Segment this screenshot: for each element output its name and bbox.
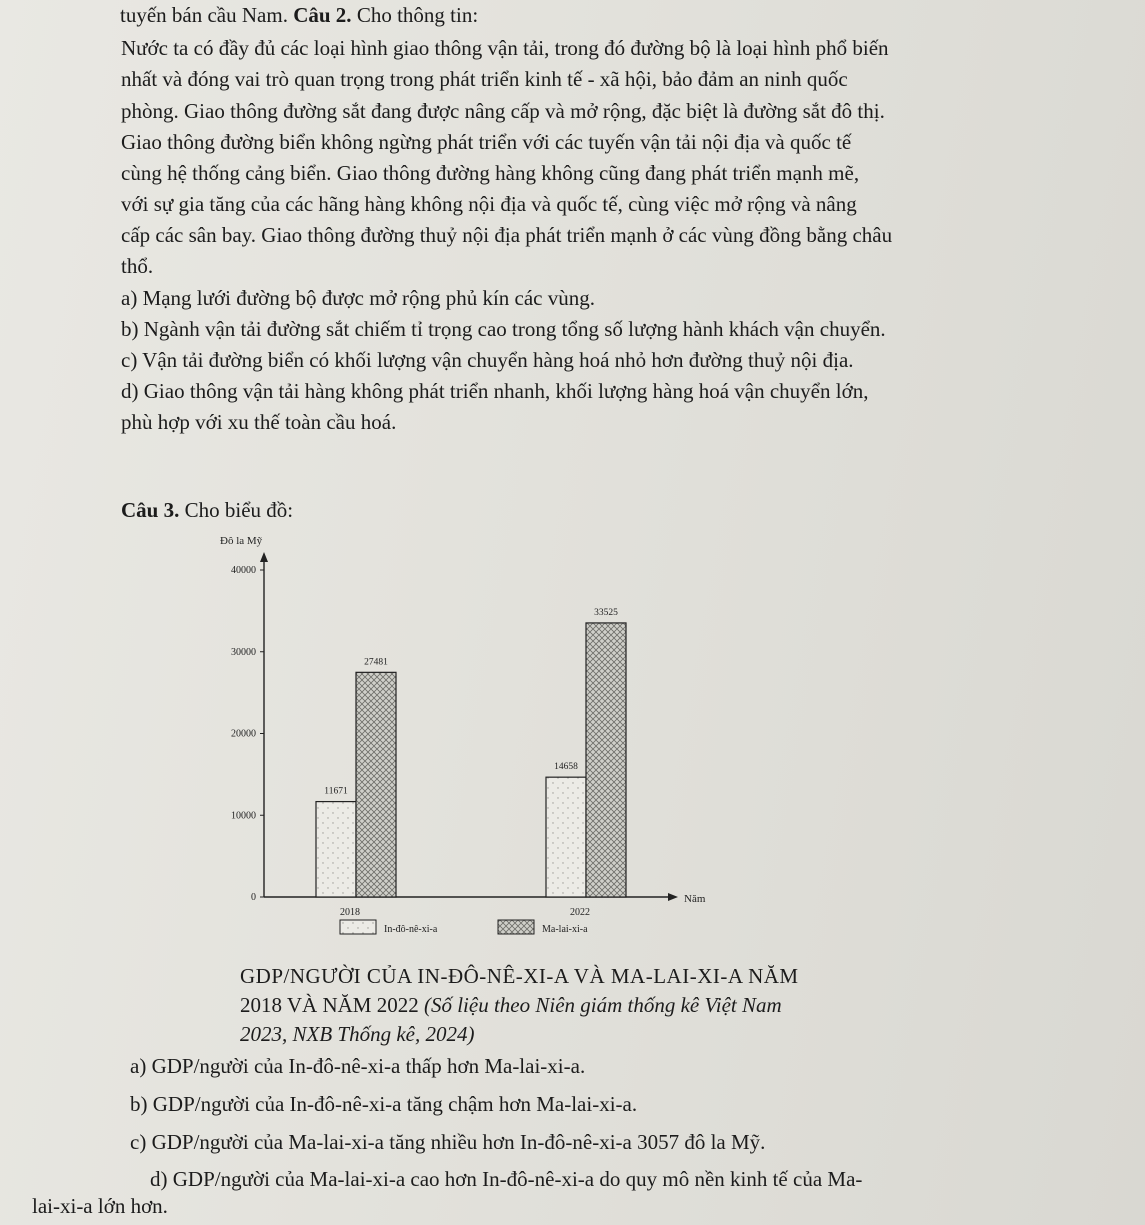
- y-tick-label: 0: [251, 892, 256, 903]
- bar-malaysia-2018: [356, 672, 396, 897]
- y-tick-label: 40000: [231, 565, 256, 576]
- data-label: 27481: [364, 657, 388, 668]
- y-tick-label: 30000: [231, 646, 256, 658]
- q3-option-b: b) GDP/người của In-đô-nê-xi-a tăng chậm hơn Ma-lai-xi-a.: [130, 1092, 638, 1116]
- q3-title: Câu 3.: [121, 498, 180, 522]
- y-tick-label: 20000: [231, 728, 256, 740]
- gdp-bar-chart: [200, 530, 740, 950]
- q2-option-b: b) Ngành vận tải đường sắt chiếm tỉ trọng cao trong tổng số lượng hành khách vận chuyển.: [121, 317, 886, 341]
- bar-malaysia-2022: [586, 623, 626, 897]
- q2-paragraph-line: cùng hệ thống cảng biển. Giao thông đường hàng không cũng đang phát triển mạnh mẽ,: [121, 161, 860, 185]
- q3-heading-line: [121, 497, 293, 523]
- q2-paragraph-line: với sự gia tăng của các hãng hàng không nội địa và quốc tế, cùng việc mở rộng và nâng: [121, 192, 857, 216]
- q2-title: Câu 2.: [293, 3, 352, 27]
- chart-caption-line-3: 2023, NXB Thống kê, 2024): [240, 1022, 475, 1046]
- y-axis-label: Đô la Mỹ: [220, 535, 263, 547]
- y-axis-arrow: [260, 552, 268, 562]
- x-tick-label: 2018: [340, 907, 360, 918]
- chart-caption-line-2: [240, 991, 782, 1019]
- q2-paragraph-line: cấp các sân bay. Giao thông đường thuỷ nội địa phát triển mạnh ở các vùng đồng bằng châu: [121, 223, 893, 247]
- x-axis-arrow: [668, 893, 678, 901]
- legend-swatch-malaysia: [498, 920, 534, 934]
- bar-indonesia-2022: [546, 777, 586, 897]
- q3-option-d-continued: lai-xi-a lớn hơn.: [32, 1194, 168, 1218]
- q2-paragraph-line: nhất và đóng vai trò quan trọng trong phát triển kinh tế - xã hội, bảo đảm an ninh quốc: [121, 67, 848, 91]
- q3-option-d: d) GDP/người của Ma-lai-xi-a cao hơn In-đô-nê-xi-a do quy mô nền kinh tế của Ma-: [150, 1167, 863, 1191]
- q2-option-c: c) Vận tải đường biển có khối lượng vận chuyển hàng hoá nhỏ hơn đường thuỷ nội địa.: [121, 348, 854, 372]
- data-label: 11671: [324, 786, 348, 797]
- q3-option-a: a) GDP/người của In-đô-nê-xi-a thấp hơn Ma-lai-xi-a.: [130, 1054, 586, 1078]
- q2-paragraph-line: Giao thông đường biển không ngừng phát triển với các tuyến vận tải nội địa và quốc tế: [121, 130, 852, 154]
- lead-text: tuyến bán cầu Nam.: [120, 3, 288, 27]
- q2-paragraph-line: Nước ta có đầy đủ các loại hình giao thông vận tải, trong đó đường bộ là loại hình phổ biến: [121, 36, 889, 60]
- q2-heading-line: [120, 2, 478, 28]
- data-label: 33525: [594, 607, 618, 618]
- q3-option-c: c) GDP/người của Ma-lai-xi-a tăng nhiều hơn In-đô-nê-xi-a 3057 đô la Mỹ.: [130, 1130, 766, 1154]
- q2-option-d-continued: phù hợp với xu thế toàn cầu hoá.: [121, 410, 397, 434]
- data-label: 14658: [554, 762, 578, 773]
- q2-paragraph-line: thổ.: [121, 254, 154, 278]
- bar-indonesia-2018: [316, 802, 356, 897]
- q2-paragraph-line: phòng. Giao thông đường sắt đang được nâng cấp và mở rộng, đặc biệt là đường sắt đô thị.: [121, 99, 885, 123]
- q2-title-suffix: Cho thông tin:: [356, 3, 479, 27]
- chart-svg: [200, 530, 740, 950]
- q3-title-suffix: Cho biểu đồ:: [184, 498, 294, 522]
- chart-caption-line-1: GDP/NGƯỜI CỦA IN-ĐÔ-NÊ-XI-A VÀ MA-LAI-XI-A NĂM: [240, 964, 799, 988]
- x-tick-label: 2022: [570, 907, 590, 918]
- q2-option-d: d) Giao thông vận tải hàng không phát triển nhanh, khối lượng hàng hoá vận chuyển lớn,: [121, 379, 869, 403]
- legend-label-indonesia: In-đô-nê-xi-a: [384, 924, 438, 935]
- chart-caption-source: (Số liệu theo Niên giám thống kê Việt Nam: [423, 993, 782, 1017]
- y-tick-label: 10000: [231, 810, 256, 822]
- x-axis-label: Năm: [684, 893, 706, 905]
- q2-option-a: a) Mạng lưới đường bộ được mở rộng phủ kín các vùng.: [121, 286, 595, 310]
- legend-swatch-indonesia: [340, 920, 376, 934]
- chart-caption-years: 2018 VÀ NĂM 2022: [240, 993, 419, 1017]
- legend-label-malaysia: Ma-lai-xi-a: [542, 924, 588, 935]
